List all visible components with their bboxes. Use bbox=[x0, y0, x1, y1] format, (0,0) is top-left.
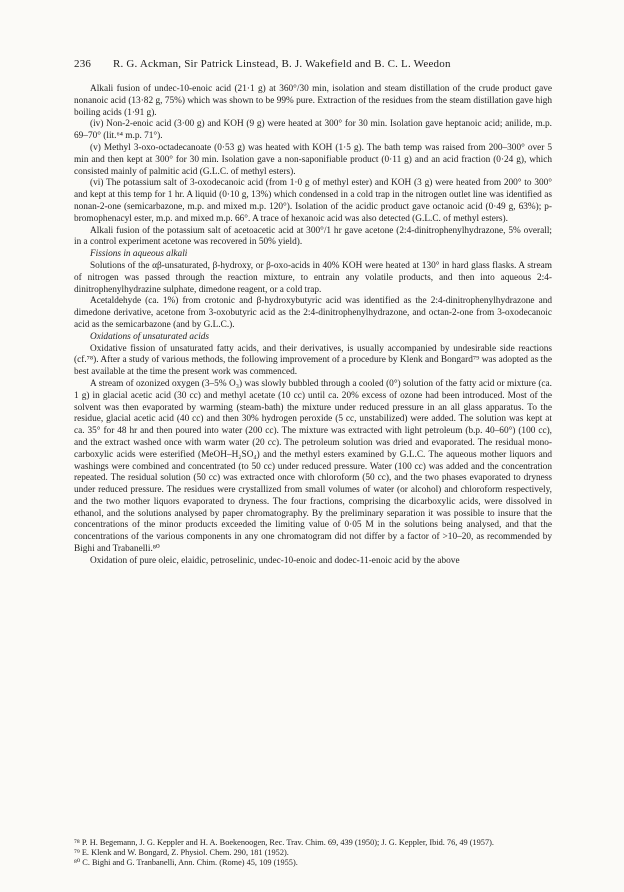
paragraph: Oxidation of pure oleic, elaidic, petroselinic, undec-10-enoic and dodec-11-enoic acid by the above bbox=[90, 555, 460, 566]
page-number: 236 bbox=[74, 58, 92, 70]
running-header bbox=[74, 58, 574, 70]
section-heading: Fissions in aqueous alkali bbox=[90, 249, 188, 260]
footnote: ⁷⁸ P. H. Begemann, J. G. Keppler and H. A. Boekenoogen, Rec. Trav. Chim. 69, 439 (1950); J. G. Keppler, Ibid. 76, 49 (1957). bbox=[74, 838, 494, 847]
footnotes bbox=[74, 838, 552, 868]
paragraph: Acetaldehyde (ca. 1%) from crotonic and β-hydroxybutyric acid was identified as the 2:4-dinitrophenylhydrazone and dimedone derivative, acetone from 3-oxobutyric acid as the 2:4-dinitrophenylhydrazone, and octan-2-one from 3-oxodecanoic acid as the semicarbazone (and by G.L.C.). bbox=[74, 296, 552, 330]
paragraph: Alkali fusion of the potassium salt of acetoacetic acid at 300°/1 hr gave acetone (2:4-dinitrophenylhydrazone, 5% overall; in a control experiment acetone was recovered in 50% yield). bbox=[74, 225, 552, 248]
section-heading: Oxidations of unsaturated acids bbox=[90, 331, 210, 342]
running-authors: R. G. Ackman, Sir Patrick Linstead, B. J. Wakefield and B. C. L. Weedon bbox=[112, 58, 451, 70]
paragraph: (iv) Non-2-enoic acid (3·00 g) and KOH (9 g) were heated at 300° for 30 min. Isolation gave heptanoic acid; anilide, m.p. 69–70° (lit.⁶⁴ m.p. 71°). bbox=[74, 119, 552, 142]
paragraph: (vi) The potassium salt of 3-oxodecanoic acid (from 1·0 g of methyl ester) and KOH (3 g) were heated from 200° to 300° and kept at this temp for 1 hr. A liquid (0·10 g, 13%) which condensed in a cold trap in the nitrogen outlet line was identified as nonan-2-one (semicarbazone, m.p. and mixed m.p. 120°). Isolation of the acidic product gave octanoic acid (0·49 g, 63%); p-bromophenacyl ester, m.p. and mixed m.p. 66°. A trace of hexanoic acid was also detected (G.L.C. of methyl esters). bbox=[74, 178, 552, 224]
paragraph: Solutions of the αβ-unsaturated, β-hydroxy, or β-oxo-acids in 40% KOH were heated at 130° in hard glass flasks. A stream of nitrogen was passed through the reaction mixture, to entrain any volatile products, and then into aqueous 2:4-dinitrophenylhydrazine sulphate, dimedone reagent, or a cold trap. bbox=[74, 260, 552, 295]
footnote: ⁷⁹ E. Klenk and W. Bongard, Z. Physiol. Chem. 290, 181 (1952). bbox=[74, 848, 289, 857]
paragraph: Oxidative fission of unsaturated fatty acids, and their derivatives, is usually accompanied by undesirable side reactions (cf.⁷⁸). After a study of various methods, the following improvement of a procedure by Klenk and Bongard⁷⁹ was adopted as the best available at the time the present work was commenced. bbox=[74, 343, 552, 378]
paragraph: A stream of ozonized oxygen (3–5% O₃) was slowly bubbled through a cooled (0°) solution of the fatty acid or mixture (ca. 1 g) in glacial acetic acid (30 cc) and methyl acetate (10 cc) until ca. 20% excess of ozone had been introduced. Most of the solvent was then evaporated by warming (steam-bath) the mixture under reduced pressure in an all glass apparatus. To the residue, glacial acetic acid (40 cc) and then 30% hydrogen peroxide (5 cc, unstabilized) were added. The solution was kept at ca. 35° for 48 hr and then poured into water (200 cc). The mixture was extracted with light petroleum (b.p. 40–60°) (100 cc), and the extract washed once with warm water (20 cc). The petroleum solution was dried and evaporated. The residual mono-carboxylic acids were esterified (MeOH–H₂SO₄) and the methyl esters examined by G.L.C. The aqueous mother liquors and washings were combined and concentrated (to 50 cc) under reduced pressure. Water (100 cc) was added and the concentration repeated. The residual solution (50 cc) was extracted once with chloroform (50 cc), and the two phases evaporated to dryness under reduced pressure. The residues were crystallized from small volumes of water (or alcohol) and chloroform respectively, and the two mother liquors evaporated to dryness. The four fractions, comprising the dicarboxylic acids, were dissolved in ethanol, and the solutions analysed by paper chromatography. By the preliminary separation it was possible to insure that the concentrations of the minor products exceeded the limiting value of 0·05 M in the solutions being analysed, and that the concentrations of the various components in any one chromatogram did not differ by a factor of >10–20, as recommended by Bighi and Trabanelli.⁸⁰ bbox=[74, 378, 552, 555]
footnote: ⁸⁰ C. Bighi and G. Tranbanelli, Ann. Chim. (Rome) 45, 109 (1955). bbox=[74, 858, 298, 867]
paragraph: Alkali fusion of undec-10-enoic acid (21·1 g) at 360°/30 min, isolation and steam distillation of the crude product gave nonanoic acid (13·82 g, 75%) which was shown to be 99% pure. Extraction of the residues from the steam distillation gave high boiling acids (1·91 g). bbox=[74, 84, 552, 118]
paragraph: (v) Methyl 3-oxo-octadecanoate (0·53 g) was heated with KOH (1·5 g). The bath temp was raised from 200–300° over 5 min and then kept at 300° for 30 min. Isolation gave a non-saponifiable product (0·11 g) and an acid fraction (0·24 g), which consisted mainly of palmitic acid (G.L.C. of methyl esters). bbox=[74, 142, 552, 177]
article-body bbox=[74, 84, 552, 568]
